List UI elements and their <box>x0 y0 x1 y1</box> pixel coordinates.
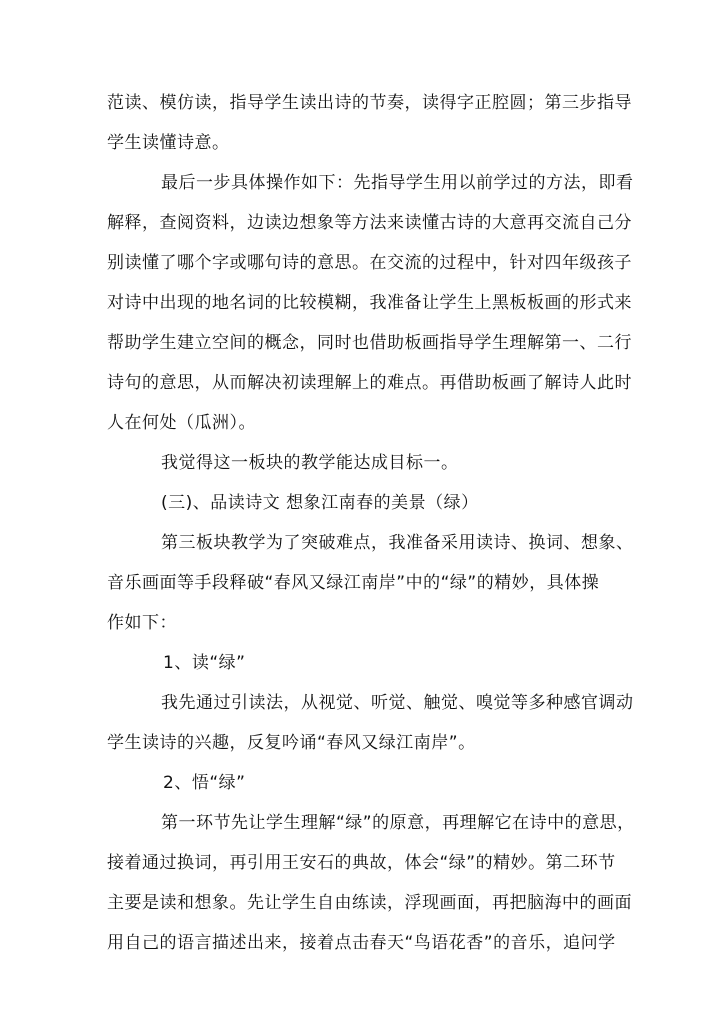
text-line: 主要是读和想象。先让学生自由练读，浮现画面，再把脑海中的画面 <box>107 893 632 913</box>
section-heading: (三)、品读诗文 想象江南春的美景（绿） <box>161 493 479 513</box>
text-line: 学生读诗的兴趣，反复吟诵“春风又绿江南岸”。 <box>107 733 476 753</box>
text-line: 别读懂了哪个字或哪句诗的意思。在交流的过程中，针对四年级孩子 <box>107 253 632 273</box>
text-line: 作如下： <box>107 613 177 633</box>
text-line: 对诗中出现的地名词的比较模糊，我准备让学生上黑板板画的形式来 <box>107 293 632 313</box>
text-line: 解释，查阅资料，边读边想象等方法来读懂古诗的大意再交流自己分 <box>107 213 632 233</box>
text-line: 接着通过换词，再引用王安石的典故，体会“绿”的精妙。第二环节 <box>107 853 616 873</box>
text-line: 第三板块教学为了突破难点，我准备采用读诗、换词、想象、 <box>161 533 634 553</box>
text-line: 第一环节先让学生理解“绿”的原意，再理解它在诗中的意思， <box>161 813 635 833</box>
text-line: 我先通过引读法，从视觉、听觉、触觉、嗅觉等多种感官调动 <box>161 693 634 713</box>
text-line: 学生读懂诗意。 <box>107 133 230 153</box>
text-line: 人在何处（瓜洲）。 <box>107 413 256 433</box>
text-line: 用自己的语言描述出来，接着点击春天“鸟语花香”的音乐，追问学 <box>107 933 616 953</box>
text-line: 帮助学生建立空间的概念，同时也借助板画指导学生理解第一、二行 <box>107 333 632 353</box>
text-line: 我觉得这一板块的教学能达成目标一。 <box>161 453 459 473</box>
text-line: 音乐画面等手段释破“春风又绿江南岸”中的“绿”的精妙，具体操 <box>107 573 600 593</box>
text-line: 范读、模仿读，指导学生读出诗的节奏，读得字正腔圆；第三步指导 <box>107 93 632 113</box>
text-line: 最后一步具体操作如下：先指导学生用以前学过的方法，即看 <box>161 173 634 193</box>
subheading: 1、读“绿” <box>163 653 246 673</box>
subheading: 2、悟“绿” <box>163 773 246 793</box>
text-line: 诗句的意思，从而解决初读理解上的难点。再借助板画了解诗人此时 <box>107 373 632 393</box>
